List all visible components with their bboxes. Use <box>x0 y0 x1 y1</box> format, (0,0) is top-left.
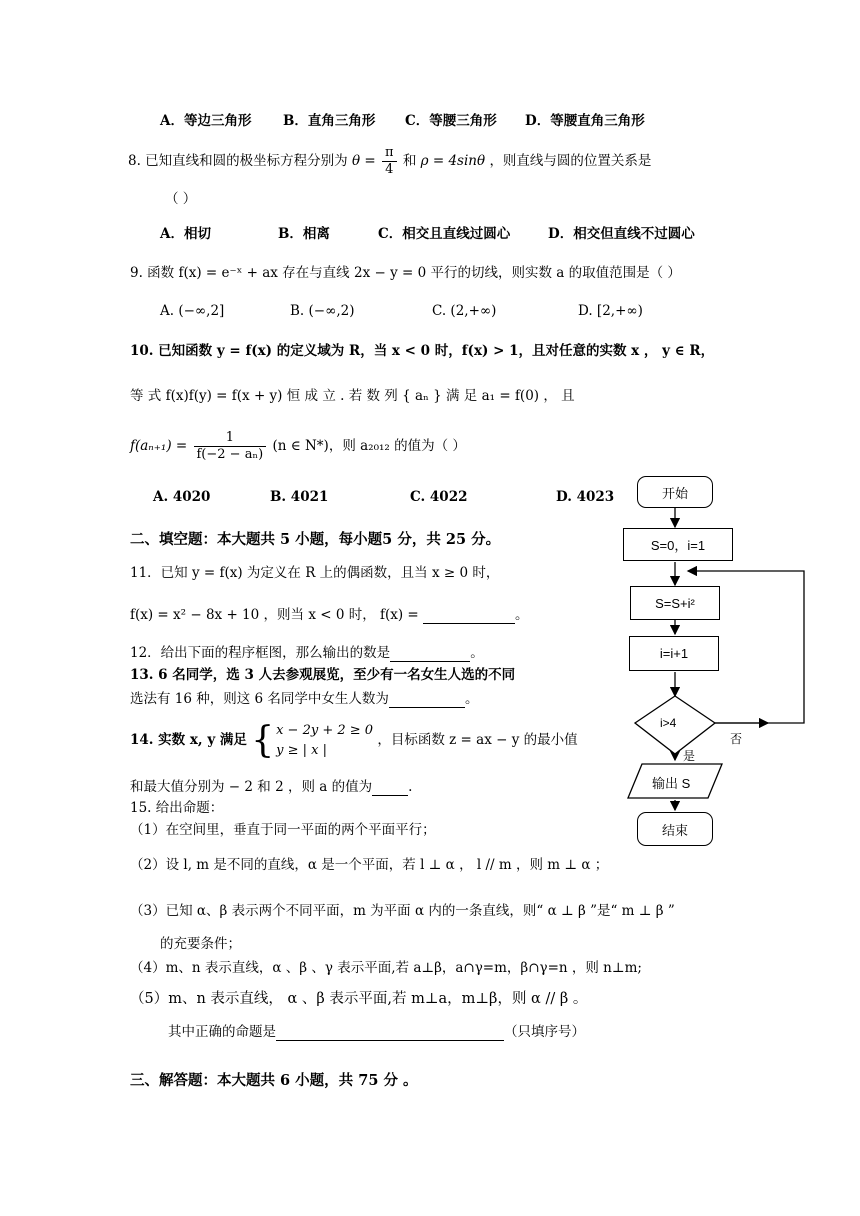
q10-fraction: $\frac{1}{\text{f(−2 − aₙ)}}$ <box>194 430 267 463</box>
q8-option-d: D．相交但直线不过圆心 <box>548 226 695 242</box>
q15-item-3: （3）已知 α、β 表示两个不同平面，m 为平面 α 内的一条直线，则“ α ⊥ β ”是“ m ⊥ β ” <box>130 903 675 919</box>
q15-item-3-cont: 的充要条件； <box>160 936 241 952</box>
q10-option-c: C. 4022 <box>410 489 468 505</box>
q15-item-4: （4）m、n 表示直线，α 、β 、γ 表示平面,若 a⊥β，a∩γ=m，β∩γ=n ，则 n⊥m; <box>130 960 642 976</box>
q9-option-b: B. (−∞,2) <box>290 303 355 319</box>
q15-item-2: （2）设 l, m 是不同的直线，α 是一个平面，若 l ⊥ α ， l // m ，则 m ⊥ α ； <box>130 857 609 873</box>
q13-line2: 选法有 16 种，则这 6 名同学中女生人数为 。 <box>130 691 479 707</box>
flowchart-end: 结束 <box>637 812 713 846</box>
q14-answer-blank[interactable] <box>372 781 408 796</box>
q11-line1: 11．已知 y = f(x) 为定义在 R 上的偶函数，且当 x ≥ 0 时， <box>130 565 500 581</box>
flowchart-step-sum: S=S+i² <box>630 586 720 620</box>
q7-option-c: C．等腰三角形 <box>405 113 497 129</box>
q13-answer-blank[interactable] <box>389 693 465 708</box>
q14-system: x − 2y + 2 ≥ 0 y ≥ | x | <box>276 722 374 758</box>
q12-answer-blank[interactable] <box>390 647 470 662</box>
flowchart-decision-label: i>4 <box>660 716 677 730</box>
flowchart-yes-label: 是 <box>683 749 696 763</box>
q9-stem: 9. 函数 f(x) = e⁻ˣ + ax 存在与直线 2x − y = 0 平行的切线，则实数 a 的取值范围是（ ） <box>130 265 681 281</box>
flowchart-start: 开始 <box>637 476 713 508</box>
q13-line1: 13. 6 名同学，选 3 人去参观展览，至少有一名女生人选的不同 <box>130 667 516 683</box>
q15-item-5: （5）m、n 表示直线， α 、β 表示平面,若 m⊥a，m⊥β，则 α // β 。 <box>130 991 588 1007</box>
q8-paren: （ ） <box>165 191 197 207</box>
q10-line2: 等 式 f(x)f(y) = f(x + y) 恒 成 立 . 若 数 列 { aₙ } 满 足 a₁ = f(0) ， 且 <box>130 388 575 404</box>
q8-option-c: C．相交且直线过圆心 <box>378 226 511 242</box>
q9-option-a: A. (−∞,2] <box>160 303 225 319</box>
q14-brace: { <box>251 719 275 761</box>
q10-option-d: D. 4023 <box>556 489 615 505</box>
section3-title: 三、解答题：本大题共 6 小题，共 75 分 。 <box>130 1072 418 1089</box>
q12-stem: 12．给出下面的程序框图，那么输出的数是 。 <box>130 645 484 661</box>
flowchart <box>600 470 820 860</box>
q7-option-a: A．等边三角形 <box>160 113 252 129</box>
section2-title: 二、填空题：本大题共 5 小题，每小题5 分，共 25 分。 <box>130 531 501 548</box>
q8-stem: 8. 已知直线和圆的极坐标方程分别为 θ = $\frac{\pi}{4}$ 和 ρ = 4sinθ ，则直线与圆的位置关系是 <box>128 145 652 177</box>
q9-option-d: D. [2,+∞) <box>578 303 643 319</box>
flowchart-init: S=0，i=1 <box>623 528 733 561</box>
q10-option-a: A. 4020 <box>153 489 211 505</box>
flowchart-no-label: 否 <box>730 732 743 746</box>
flowchart-step-increment: i=i+1 <box>629 636 719 671</box>
flowchart-output-label: 输出 S <box>652 776 691 791</box>
q10-option-b: B. 4021 <box>270 489 329 505</box>
q9-option-c: C. (2,+∞) <box>432 303 497 319</box>
q11-answer-blank[interactable] <box>423 609 515 624</box>
q7-option-d: D．等腰直角三角形 <box>525 113 645 129</box>
q15-answer: 其中正确的命题是 （只填序号） <box>168 1024 585 1040</box>
q14-line2: 和最大值分别为 − 2 和 2 ，则 a 的值为 . <box>130 779 413 795</box>
q8-option-b: B．相离 <box>278 226 330 242</box>
q8-fraction: $\frac{\pi}{4}$ <box>382 145 397 178</box>
q7-option-b: B．直角三角形 <box>283 113 376 129</box>
q15-item-1: （1）在空间里，垂直于同一平面的两个平面平行； <box>130 822 436 838</box>
q10-line1: 10. 已知函数 y = f(x) 的定义域为 R，当 x < 0 时，f(x) > 1，且对任意的实数 x ， y ∈ R， <box>130 343 715 359</box>
q8-option-a: A．相切 <box>160 226 211 242</box>
q11-line2: f(x) = x² − 8x + 10 ，则当 x < 0 时， f(x) = 。 <box>130 607 529 623</box>
q14-line1: 14. 实数 x, y 满足 { x − 2y + 2 ≥ 0 y ≥ | x | ，目标函数 z = ax − y 的最小值 <box>130 719 578 761</box>
q15-answer-blank[interactable] <box>276 1026 504 1041</box>
q15-title: 15. 给出命题： <box>130 800 224 816</box>
q10-line3: f(aₙ₊₁) = $\frac{1}{\text{f(−2 − aₙ)}}$ (n ∈ N*)，则 a₂₀₁₂ 的值为（ ） <box>130 430 466 462</box>
